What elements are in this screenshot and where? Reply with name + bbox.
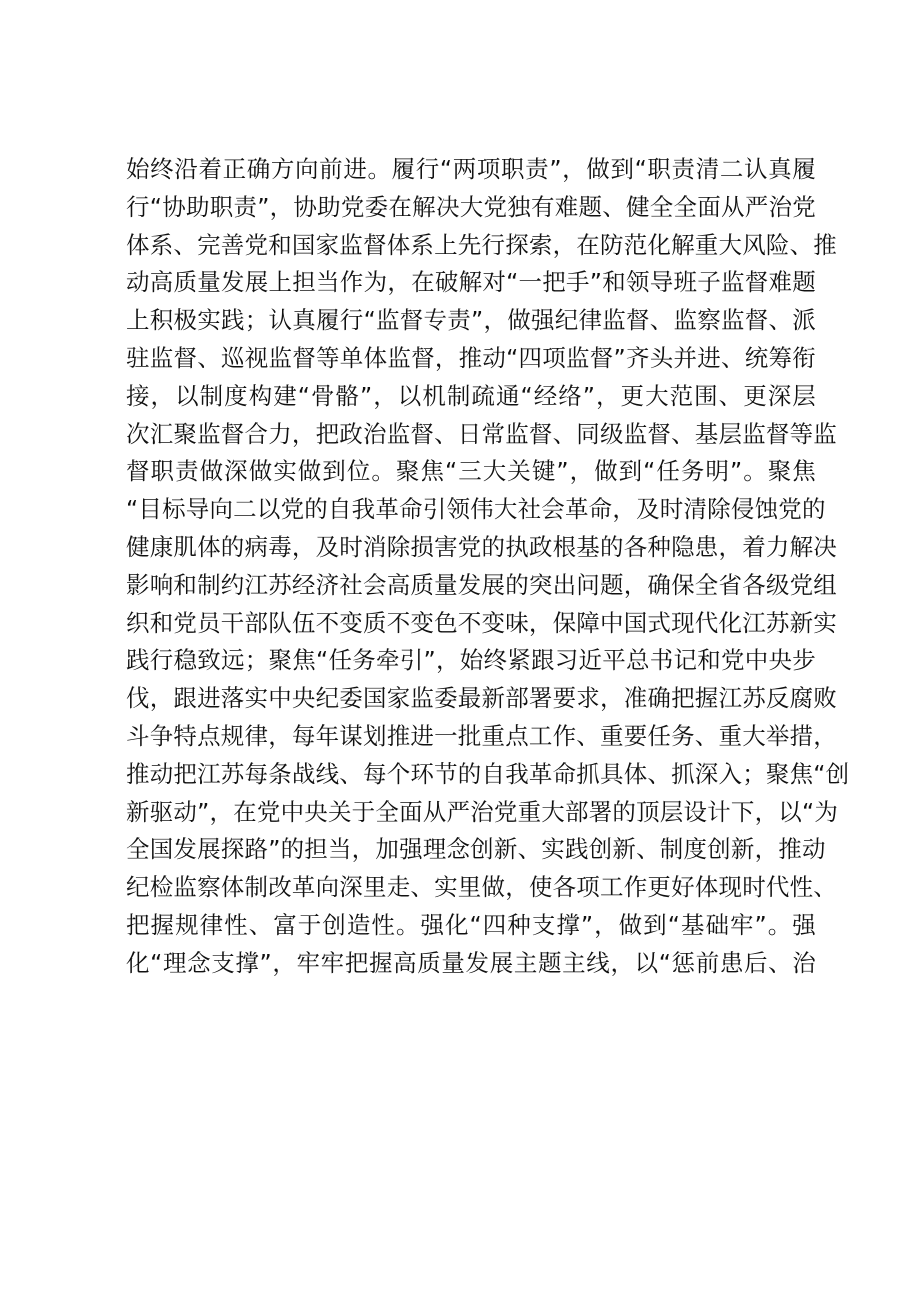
text-line: 接，以制度构建“骨骼”，以机制疏通“经络”，更大范围、更深层 [126, 381, 816, 410]
text-line: 次汇聚监督合力，把政治监督、日常监督、同级监督、基层监督等监 [126, 419, 837, 448]
text-line: 纪检监察体制改革向深里走、实里做，使各项工作更好体现时代性、 [126, 873, 837, 902]
text-line: 化“理念支撑”，牢牢把握高质量发展主题主线，以“惩前患后、治 [126, 948, 816, 977]
text-line: 伐，跟进落实中央纪委国家监委最新部署要求，准确把握江苏反腐败 [126, 684, 837, 713]
text-line: 动高质量发展上担当作为，在破解对“一把手”和领导班子监督难题 [126, 268, 816, 297]
text-line: 驻监督、巡视监督等单体监督，推动“四项监督”齐头并进、统筹衔 [126, 343, 816, 372]
text-line: 斗争特点规律，每年谋划推进一批重点工作、重要任务、重大举措， [126, 721, 837, 750]
body-paragraph [126, 151, 850, 983]
text-line: 推动把江苏每条战线、每个环节的自我革命抓具体、抓深入；聚焦“创 [126, 759, 850, 788]
text-line: 督职责做深做实做到位。聚焦“三大关键”，做到“任务明”。聚焦 [126, 457, 816, 486]
text-line: 把握规律性、富于创造性。强化“四种支撑”，做到“基础牢”。强 [126, 910, 816, 939]
text-line: 体系、完善党和国家监督体系上先行探索，在防范化解重大风险、推 [126, 230, 837, 259]
text-line: 行“协助职责”，协助党委在解决大党独有难题、健全全面从严治党 [126, 192, 816, 221]
text-line: 新驱动”，在党中央关于全面从严治党重大部署的顶层设计下，以“为 [126, 797, 839, 826]
text-line: 始终沿着正确方向前进。履行“两项职责”，做到“职责清二认真履 [126, 155, 816, 183]
text-line: 全国发展探路”的担当，加强理念创新、实践创新、制度创新，推动 [126, 835, 826, 864]
text-line: 影响和制约江苏经济社会高质量发展的突出问题，确保全省各级党组 [126, 570, 837, 599]
text-line: 健康肌体的病毒，及时消除损害党的执政根基的各种隐患，着力解决 [126, 532, 837, 561]
text-line: 践行稳致远；聚焦“任务牵引”，始终紧跟习近平总书记和党中央步 [126, 646, 816, 675]
text-line: “目标导向二以党的自我革命引领伟大社会革命，及时清除侵蚀党的 [126, 495, 826, 524]
text-line: 上积极实践；认真履行“监督专责”，做强纪律监督、监察监督、派 [126, 306, 816, 335]
text-line: 织和党员干部队伍不变质不变色不变味，保障中国式现代化江苏新实 [126, 608, 837, 637]
